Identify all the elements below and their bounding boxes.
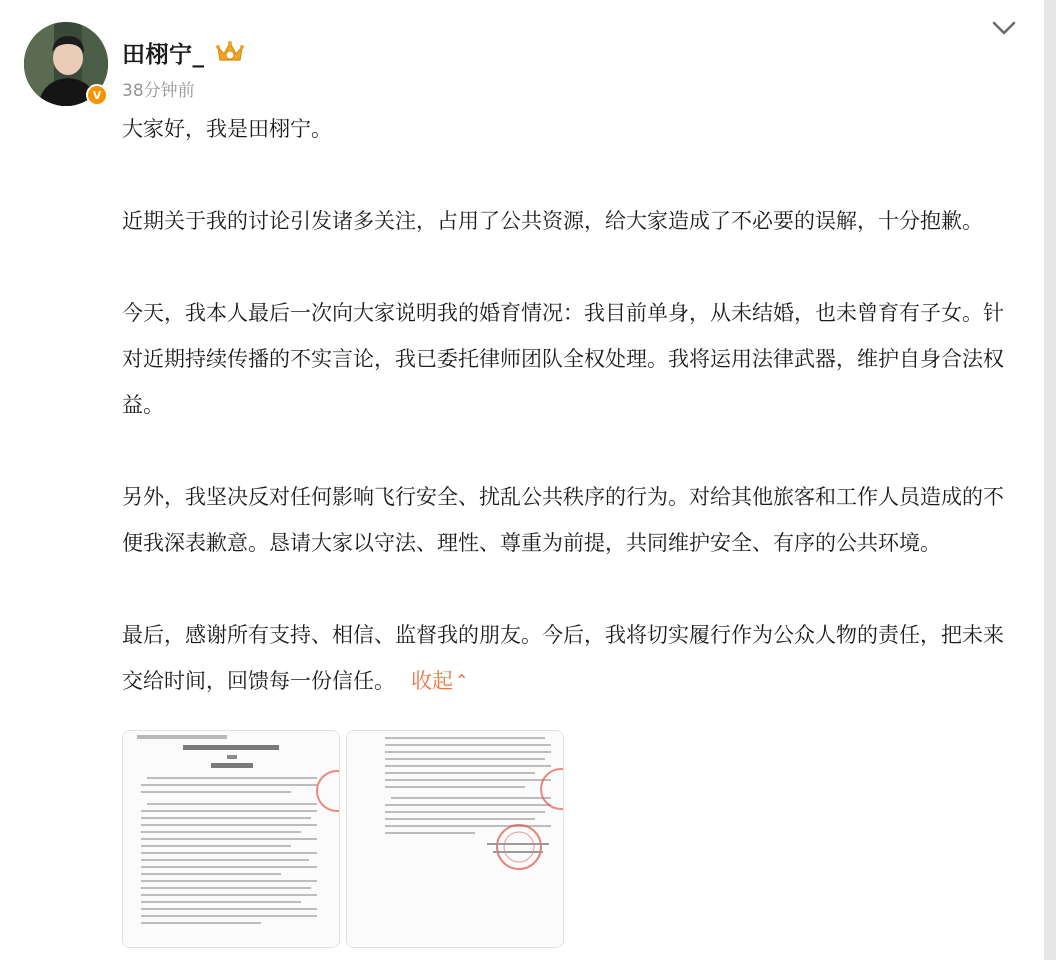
- crown-icon[interactable]: [215, 39, 245, 65]
- avatar[interactable]: [24, 22, 108, 106]
- post-header: [122, 36, 245, 101]
- page-edge: [1044, 0, 1056, 960]
- collapse-label: 收起: [411, 669, 453, 693]
- image-grid: [122, 730, 564, 948]
- legal-document-page-1-icon: [123, 731, 340, 948]
- post-paragraph-last: [122, 612, 1004, 704]
- post-paragraph: 今天，我本人最后一次向大家说明我的婚育情况：我目前单身，从未结婚，也未曾育有子女。针对近期持续传播的不实言论，我已委托律师团队全权处理。我将运用法律武器，维护自身合法权益。: [122, 301, 1004, 417]
- chevron-up-icon: ⌃: [455, 671, 469, 690]
- image-thumbnail-1[interactable]: [122, 730, 340, 948]
- chevron-down-icon[interactable]: [988, 16, 1020, 40]
- post-paragraph: 最后，感谢所有支持、相信、监督我的朋友。今后，我将切实履行作为公众人物的责任，把未来交给时间，回馈每一份信任。: [122, 623, 1004, 693]
- post-text: [122, 106, 1004, 704]
- post-paragraph: 大家好，我是田栩宁。: [122, 117, 332, 141]
- legal-document-page-2-icon: [347, 731, 564, 948]
- post-timestamp: 38分钟前: [122, 81, 195, 101]
- post-paragraph: 另外，我坚决反对任何影响飞行安全、扰乱公共秩序的行为。对给其他旅客和工作人员造成的不便我深表歉意。恳请大家以守法、理性、尊重为前提，共同维护安全、有序的公共环境。: [122, 485, 1004, 555]
- username[interactable]: 田栩宁_: [122, 41, 205, 68]
- post-paragraph: 近期关于我的讨论引发诸多关注，占用了公共资源，给大家造成了不必要的误解，十分抱歉。: [122, 209, 983, 233]
- image-thumbnail-2[interactable]: [346, 730, 564, 948]
- collapse-link[interactable]: [411, 669, 468, 693]
- verified-badge-icon: V: [86, 84, 108, 106]
